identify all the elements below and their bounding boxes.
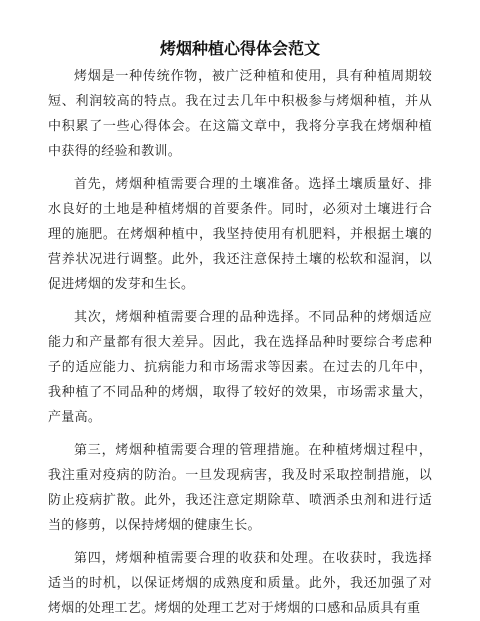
paragraph-variety: 其次，烤烟种植需要合理的品种选择。不同品种的烤烟适应能力和产量都有很大差异。因此，我在选择品种时要综合考虑种子的适应能力、抗病能力和市场需求等因素。在过去的几年中，我种植了不同品种的烤烟，取得了较好的效果，市场需求量大，产量高。 [48,310,432,425]
paragraph-management: 第三，烤烟种植需要合理的管理措施。在种植烤烟过程中，我注重对疫病的防治。一旦发现病害，我及时采取控制措施，以防止疫病扩散。此外，我还注意定期除草、喷洒杀虫剂和进行适当的修剪，以保持烤烟的健康生长。 [48,443,432,533]
paragraph-soil: 首先，烤烟种植需要合理的土壤准备。选择土壤质量好、排水良好的土地是种植烤烟的首要条件。同时，必须对土壤进行合理的施肥。在烤烟种植中，我坚持使用有机肥料，并根据土壤的营养状况进行调整。此外，我还注意保持土壤的松软和湿润，以促进烤烟的发芽和生长。 [48,177,432,292]
paragraph-harvest: 第四，烤烟种植需要合理的收获和处理。在收获时，我选择适当的时机，以保证烤烟的成熟度和质量。此外，我还加强了对烤烟的处理工艺。烤烟的处理工艺对于烤烟的口感和品质具有重 [48,551,432,616]
document-title: 烤烟种植心得体会范文 [159,39,320,58]
paragraph-intro: 烤烟是一种传统作物，被广泛种植和使用，具有种植周期较短、利润较高的特点。我在过去几年中积极参与烤烟种植，并从中积累了一些心得体会。在这篇文章中，我将分享我在烤烟种植中获得的经验和教训。 [48,69,432,159]
